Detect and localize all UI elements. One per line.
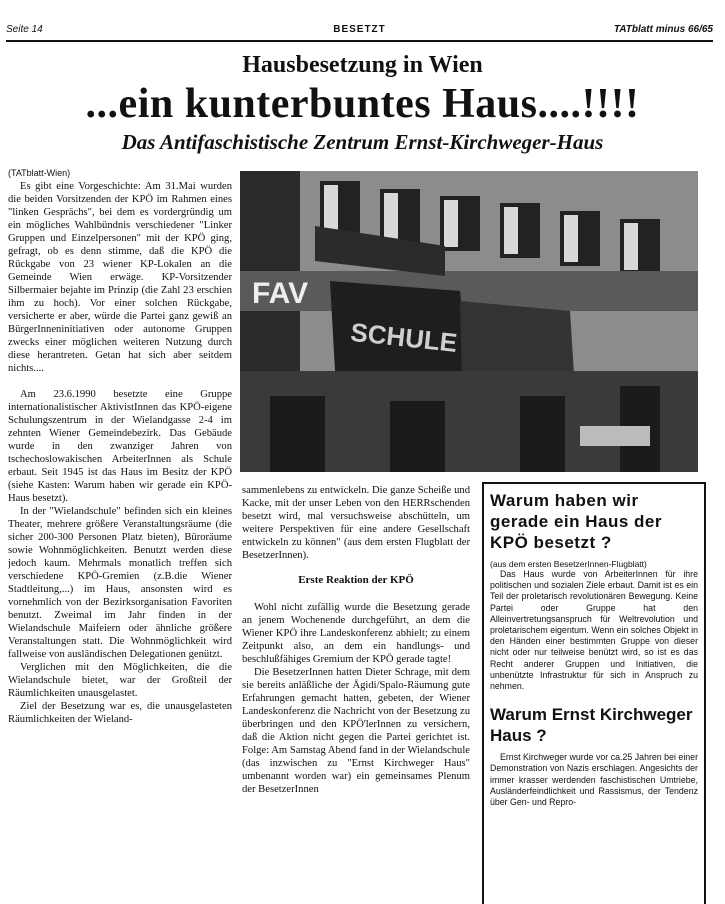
photo-sign-text: FAV	[252, 277, 309, 310]
box-source: (aus dem ersten BesetzerInnen-Flugblatt)	[490, 559, 647, 569]
box-paragraph: Ernst Kirchweger wurde vor ca.25 Jahren bei einer Demonstration von Nazis erschlagen. Angesichts der immer krasser werdenden faschistischen Umtriebe, Ausländerfeindlichkeit und Rassismus, der Tendenz über Gen- und Repro-	[490, 752, 698, 808]
box-paragraph: Das Haus wurde von ArbeiterInnen für ihre politischen und sozialen Ziele erbaut. Damit ist es ein Teil der proletarisch revolutionären Bewegung. Keine Partei oder Gruppe hat den Alleinvertretungsanspruch für Weltrevolution und proletarischem eigentum. Wenn ein solches Objekt in den Händen einer bestimmten Gruppe von dieser nicht oder nur teilweise benützt wird, so ist es das Recht anderer Gruppen und Initiativen, die unbenützte Infrastruktur für sich in Anspruch zu nehmen.	[490, 569, 698, 692]
header-rule	[6, 40, 713, 42]
section-heading: Erste Reaktion der KPÖ	[298, 574, 414, 586]
paragraph: Wohl nicht zufällig wurde die Besetzung gerade an jenem Wochenende durchgeführt, an dem die Wiener KPÖ ihre Landeskonferenz abhielt; zu einem Zeitpunkt also, an dem ein handlungs- und beschlußfähiges Gremium der KPÖ gerade tagte!	[242, 602, 470, 665]
headline-title: ...ein kunterbuntes Haus....!!!!	[85, 81, 640, 127]
paragraph: sammenlebens zu entwickeln. Die ganze Scheiße und Kacke, mit der unser Leben von den HERRschenden besetzt wird, mal versuchsweise abschütteln, um weitere Perspektiven für eine andere Gesellschaft entwickeln zu können" (aus dem ersten Flugblatt der BesetzerInnen).	[242, 485, 470, 561]
page-number: Seite 14	[6, 24, 43, 35]
issue-label: TATblatt minus 66/65	[613, 24, 713, 35]
building-photo	[240, 171, 698, 472]
paragraph: Die BesetzerInnen hatten Dieter Schrage, mit dem sie bereits anläßliche der Ägidi/Spalo-Räumung gute Erfahrungen gemacht hatten, gebeten, der Wiener Landeskonferenz die Nachricht von der Besetzung zu überbringen und den KPÖ'lerInnen zu versichern, daß die Aktion nicht gegen die Partei gerichtet ist. Folge: Am Samstag Abend fand in der Wielandschule (das inzwischen zu "Ernst Kirchweger Haus" umbenannt worden war) ein gemeinsames Plenum der BesetzerInnen	[242, 667, 470, 795]
article-column-2	[242, 484, 470, 902]
paragraph: Am 23.6.1990 besetzte eine Gruppe internationalistischer AktivistInnen das KPÖ-eigene Schulungszentrum in der Wielandgasse 2-4 im zehnten Wiener Gemeindebezirk. Das Gebäude wurde in den zwanziger Jahren von tschechoslowakischen ArbeiterInnen als Schule erbaut. Seit 1945 ist das Haus im Besitz der KPÖ (siehe Kasten: Warum haben wir gerade ein KPÖ-Haus besetzt).	[8, 389, 232, 504]
article-column-1	[8, 167, 232, 902]
headline-subtitle: Das Antifaschistische Zentrum Ernst-Kirchweger-Haus	[121, 130, 604, 154]
article-source: (TATblatt-Wien)	[8, 168, 71, 178]
section-label: BESETZT	[333, 24, 386, 35]
sidebar-box	[482, 482, 706, 904]
paragraph: Ziel der Besetzung war es, die unausgelasteten Räumlichkeiten der Wieland-	[8, 701, 232, 725]
paragraph: Es gibt eine Vorgeschichte: Am 31.Mai wurden die beiden Vorsitzenden der KPÖ im Rahmen eines "linken Gesprächs", bei dem es vordergründig um ein mögliches Wahlbündnis verschiedener "Linker Gruppen und Einzelpersonen" mit der KPÖ ging, gefragt, ob es denn stimme, daß die KPÖ die Rückgabe von 23 wiener KP-Lokalen an die Gemeinde Wien erwäge. KP-Vorsitzender Silbermaier bejahte im Prinzip (die Zahl 23 erschien ihm zu hoch). Vor einer solchen Rückgabe, versicherte er aber, würde die Partei ganz gewiß an BürgerInneninitiativen oder autonome Gruppen zwecks einer möglichen weiteren Nutzung durch diese herantreten. Getan hat sich aber seitdem nichts....	[8, 181, 232, 374]
building-photo-illustration	[240, 171, 698, 472]
page-header	[6, 22, 713, 38]
box-heading: Warum haben wir gerade ein Haus der KPÖ besetzt ?	[490, 491, 663, 552]
banner-text: SCHULE	[349, 316, 459, 358]
box-heading: Warum Ernst Kirchweger Haus ?	[490, 705, 693, 746]
paragraph: In der "Wielandschule" befinden sich ein kleines Theater, mehrere größere Veranstaltungsräume (die sicher 200-300 Personen Platz bieten), Büroräume sowie Wohnmöglichkeiten. Benutzt werden diese jedoch kaum. Mehrmals monatlich treffen sich verschiedene KPÖ-Gremien (z.B.die Wiener Stadtleitung,...) im Haus, ansonsten wird es vornehmlich von der Bezirksorganisation Favoriten benutzt. Zweimal im Jahr finden in der Wielandschule Maifeiern oder ähnliche größere Veranstaltungen statt. Die Wohnmöglichkeit wird fallweise von ausländischen Delegationen genützt.	[8, 506, 232, 660]
headline-kicker: Hausbesetzung in Wien	[242, 52, 483, 78]
paragraph: Verglichen mit den Möglichkeiten, die die Wielandschule bietet, war der Großteil der Räumlichkeiten unausgelastet.	[8, 662, 232, 699]
